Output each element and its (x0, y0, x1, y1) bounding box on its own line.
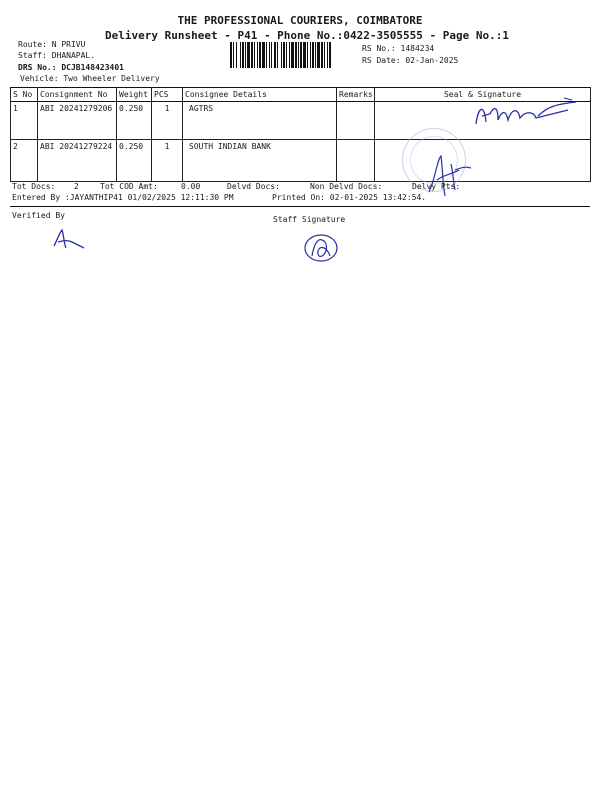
delvy-pts-label: Delvy Pts: (412, 182, 461, 191)
cell-pcs: 1 (152, 140, 183, 182)
company-title: THE PROFESSIONAL COURIERS, COIMBATORE (177, 14, 423, 27)
column-header: Consignee Details (183, 88, 337, 102)
cell-sno: 1 (11, 102, 38, 140)
route-label: Route: N PRIVU (18, 40, 86, 49)
cell-pcs: 1 (152, 102, 183, 140)
cod-value: 0.00 (181, 182, 201, 191)
entered-by: Entered By :JAYANTHIP41 01/02/2025 12:11:30 PM (12, 193, 234, 202)
vehicle-label: Vehicle: Two Wheeler Delivery (20, 74, 160, 83)
column-header: S No (11, 88, 38, 102)
column-header: Remarks (337, 88, 375, 102)
staff-label: Staff: DHANAPAL. (18, 51, 96, 60)
staff-signature (300, 230, 342, 266)
cell-remarks (337, 102, 375, 140)
rs-number: RS No.: 1484234 (362, 44, 435, 53)
column-header: Weight (117, 88, 152, 102)
printed-on: Printed On: 02-01-2025 13:42:54. (272, 193, 427, 202)
cell-consignment: ABI 20241279206 (38, 102, 117, 140)
cell-weight: 0.250 (117, 140, 152, 182)
cell-consignment: ABI 20241279224 (38, 140, 117, 182)
tot-docs-value: 2 (74, 182, 79, 191)
footer-divider (10, 206, 590, 207)
column-header: PCS (152, 88, 183, 102)
table-row (11, 140, 591, 182)
recipient-signature-1 (468, 96, 588, 130)
recipient-signature-2 (425, 150, 475, 200)
delvd-docs-label: Delvd Docs: (227, 182, 280, 191)
staff-signature-label: Staff Signature (273, 215, 346, 224)
cell-remarks (337, 140, 375, 182)
cell-consignee: SOUTH INDIAN BANK (183, 140, 337, 182)
column-header: Consignment No (38, 88, 117, 102)
verified-by-label: Verified By (12, 211, 65, 220)
column-header: Seal & Signature (375, 88, 591, 102)
non-delvd-docs-label: Non Delvd Docs: (310, 182, 383, 191)
cell-weight: 0.250 (117, 102, 152, 140)
cell-consignee: AGTRS (183, 102, 337, 140)
cod-label: Tot COD Amt: (100, 182, 158, 191)
barcode-bar (331, 42, 332, 68)
cell-sno: 2 (11, 140, 38, 182)
tot-docs-label: Tot Docs: (12, 182, 56, 191)
runsheet-title: Delivery Runsheet - P41 - Phone No.:0422-3505555 - Page No.:1 (105, 29, 509, 42)
verifier-signature (50, 226, 90, 252)
drs-number: DRS No.: DCJB148423401 (18, 63, 124, 72)
barcode (230, 42, 356, 68)
rs-date: RS Date: 02-Jan-2025 (362, 56, 459, 65)
